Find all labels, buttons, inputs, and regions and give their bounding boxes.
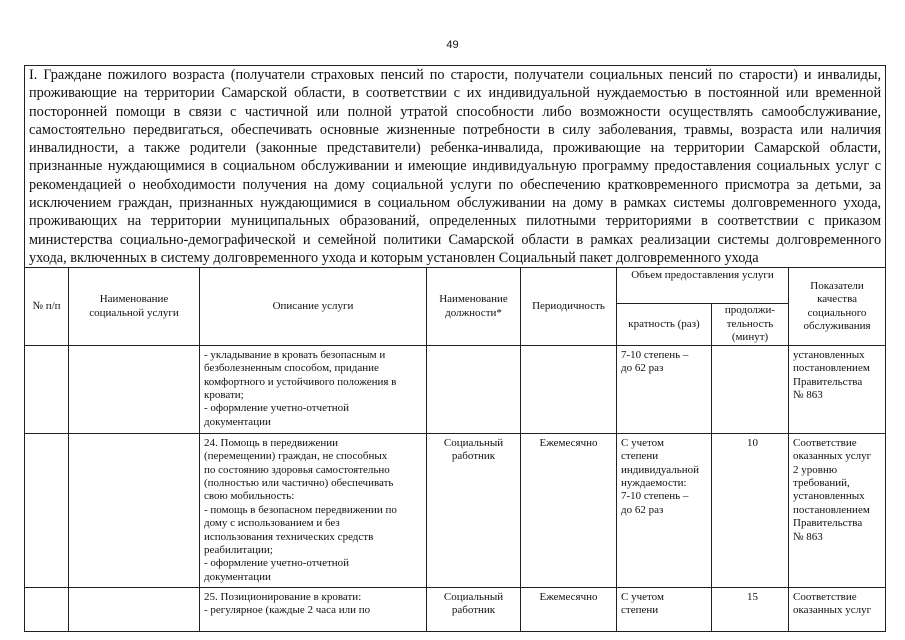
text-line: степени [621,604,659,617]
text-line: использования технических средств [204,530,374,543]
page-number: 49 [446,39,459,51]
text-line: (полностью или частично) обеспечивать [204,476,394,489]
text-line: работник [451,604,496,617]
text-line: комфортного и устойчивого положения в [204,375,397,388]
text-line: № 863 [793,388,823,401]
cell-frequency [617,345,712,433]
header-frequency: кратность (раз) [617,304,712,346]
text-line: Соответствие [793,436,857,449]
text-line: - оформление учетно-отчетной [204,557,350,570]
text-line: Правительства [793,517,863,530]
text-line: по состоянию здоровья самостоятельно [204,463,390,476]
cell-quality [789,345,886,433]
table-row [25,433,886,587]
text-line: степени [621,450,659,463]
text-line: Правительства [793,375,863,388]
cell-periodicity: Ежемесячно [521,587,617,631]
text-line: 24. Помощь в передвижении [204,436,339,449]
text-line: - регулярное (каждые 2 часа или по [204,604,371,617]
text-line: С учетом [621,436,664,449]
header-position: Наименование должности* [427,268,521,346]
header-quality: Показатели качества социального обслуживания [789,268,886,346]
text-line: постановлением [793,503,870,516]
cell-description [200,433,427,587]
text-line: установленных [793,490,865,503]
text-line: 25. Позиционирование в кровати: [204,590,362,603]
cell-periodicity: Ежемесячно [521,433,617,587]
text-line: документации [204,415,271,428]
cell-num [25,345,69,433]
cell-duration: 10 [712,433,789,587]
text-line: Социальный [443,436,504,449]
cell-quality [789,433,886,587]
text-line: оказанных услуг [793,604,872,617]
text-line: 7-10 степень – [621,348,689,361]
text-line: дому с использованием и без [204,517,340,530]
text-line: требований, [793,476,850,489]
text-line: свою мобильность: [204,490,295,503]
cell-service-name [69,345,200,433]
services-table [24,65,886,632]
cell-service-name [69,433,200,587]
header-row [25,268,886,304]
text-line: оказанных услуг [793,450,872,463]
text-line: безболезненным способом, придание [204,362,379,375]
table-row [25,587,886,631]
cell-position [427,587,521,631]
cell-position [427,345,521,433]
text-line: до 62 раз [621,362,664,375]
text-line: постановлением [793,362,870,375]
cell-duration: 15 [712,587,789,631]
text-line: - укладывание в кровать безопасным и [204,348,386,361]
text-line: нуждаемости: [621,476,687,489]
cell-num [25,433,69,587]
text-line: Соответствие [793,590,857,603]
text-line: индивидуальной [621,463,700,476]
header-description: Описание услуги [200,268,427,346]
cell-description [200,587,427,631]
text-line: 7-10 степень – [621,490,689,503]
text-line: - помощь в безопасном передвижении по [204,503,397,516]
text-line: документации [204,570,271,583]
text-line: С учетом [621,590,664,603]
cell-frequency [617,587,712,631]
cell-position [427,433,521,587]
header-num: № п/п [25,268,69,346]
cell-description [200,345,427,433]
cell-periodicity [521,345,617,433]
header-volume: Объем предоставления услуги [617,268,789,304]
text-line: кровати; [204,388,244,401]
text-line: работник [451,450,496,463]
cell-duration [712,345,789,433]
text-line: до 62 раз [621,503,664,516]
text-line: 2 уровню [793,463,838,476]
category-description: I. Граждане пожилого возраста (получатели страховых пенсий по старости, получатели социальных пенсий по старости) и инвалиды, проживающие на территории Самарской области, в соответствии с их индивидуальной нуждаемостью в постоянной или временной посторонней помощи в связи с частичной или полной утратой способности либо возможности осуществлять самообслуживание, самостоятельно передвигаться, обеспечивать основные жизненные потребности в силу заболевания, травмы, возраста или наличия инвалидности, а также родители (законные представители) ребенка-инвалида, проживающие на территории Самарской области, признанные нуждающимися в социальном обслуживании и имеющие индивидуальную программу предоставления социальных услуг с рекомендацией о необходимости получения на дому социальной услуги по обеспечению кратковременного присмотра за детьми, за исключением граждан, признанных нуждающимися в социальном обслуживании на дому в рамках системы долговременного ухода, проживающих на территории муниципальных образований, определенных пилотными территориями в соответствии с приказом министерства социально-демографической и семейной политики Самарской области в рамках реализации системы долговременного ухода, включенных в систему долговременного ухода и которым установлен Социальный пакет долговременного ухода [25,66,886,268]
intro-row [25,66,886,268]
header-duration: продолжи-тельность (минут) [712,304,789,346]
text-line: Социальный [443,590,504,603]
text-line: № 863 [793,530,823,543]
table-body [25,345,886,631]
header-periodicity: Периодичность [521,268,617,346]
cell-service-name [69,587,200,631]
cell-frequency [617,433,712,587]
header-service-name: Наименование социальной услуги [69,268,200,346]
text-line: реабилитации; [204,544,273,557]
text-line: (перемещении) граждан, не способных [204,450,388,463]
cell-quality [789,587,886,631]
table-row [25,345,886,433]
cell-num [25,587,69,631]
text-line: установленных [793,348,865,361]
text-line: - оформление учетно-отчетной [204,402,350,415]
